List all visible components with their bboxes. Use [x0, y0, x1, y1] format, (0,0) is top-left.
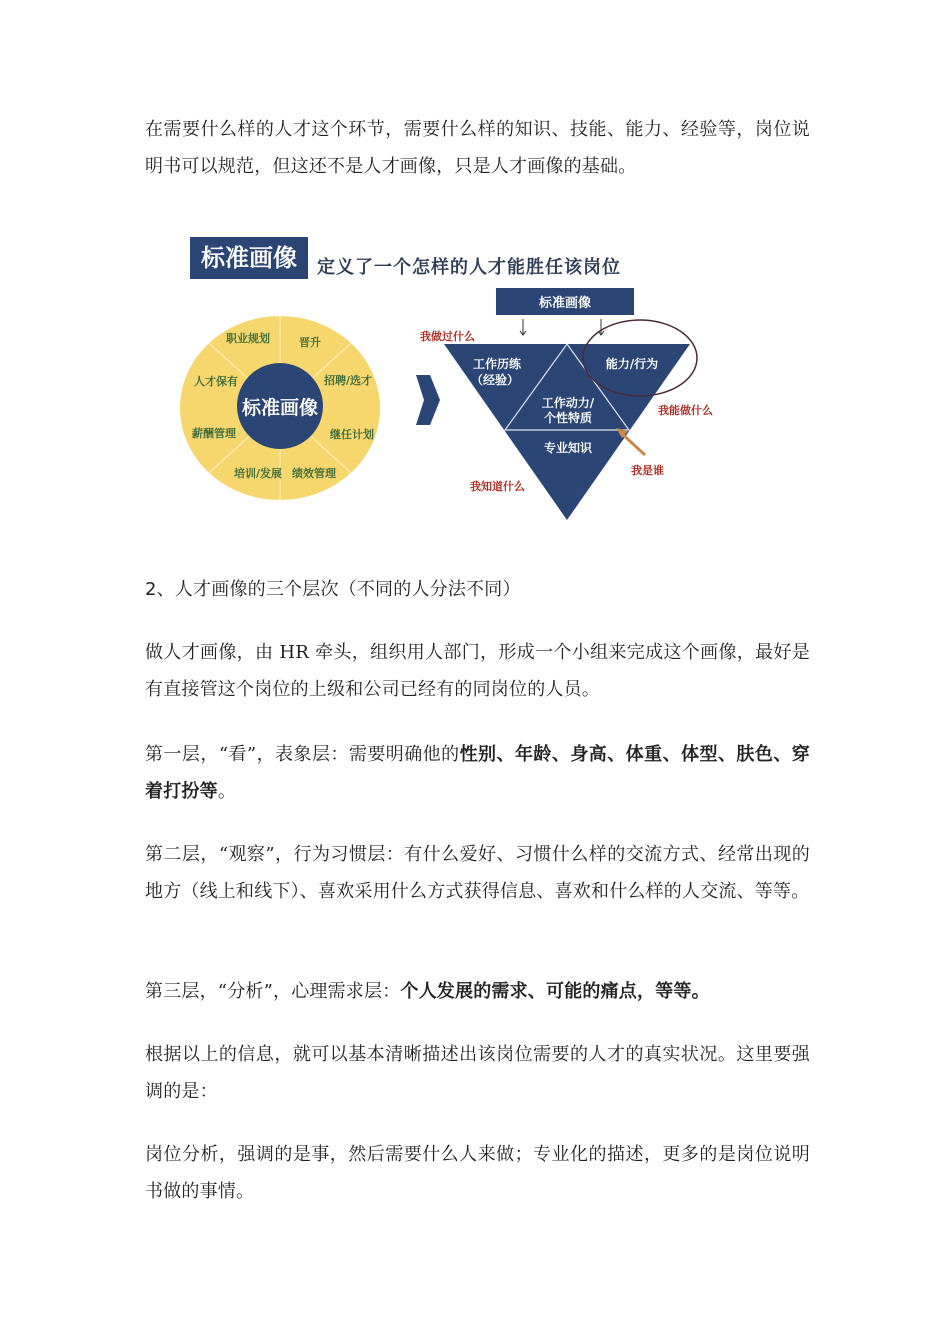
layer-one-text: 第一层，“看”，表象层：需要明确他的 [145, 744, 460, 765]
intro-paragraph: 在需要什么样的人才这个环节，需要什么样的知识、技能、能力、经验等，岗位说明书可以规范，但这还不是人才画像，只是人才画像的基础。 [145, 119, 810, 177]
paragraph-hr-lead: 做人才画像，由 HR 牵头，组织用人部门，形成一个小组来完成这个画像，最好是有直接管这个岗位的上级和公司已经有的同岗位的人员。 [145, 642, 810, 700]
svg-text:专业知识: 专业知识 [543, 441, 593, 455]
paragraph-layer-two: 第二层，“观察”，行为习惯层：有什么爱好、习惯什么样的交流方式、经常出现的地方（线上和线下）、喜欢采用什么方式获得信息、喜欢和什么样的人交流、等等。 [145, 844, 810, 902]
svg-text:能力/行为: 能力/行为 [605, 357, 659, 371]
svg-text:招聘/选才: 招聘/选才 [323, 374, 373, 387]
layer-three-bold: 个人发展的需求、可能的痛点，等等。 [400, 981, 710, 1002]
diagram-title-box: 标准画像 [190, 237, 308, 279]
svg-text:（经验）: （经验） [470, 373, 520, 387]
svg-text:继任计划: 继任计划 [330, 428, 374, 441]
label-can-do: 我能做什么 [658, 404, 713, 417]
paragraph-job-analysis: 岗位分析，强调的是事，然后需要什么人来做；专业化的描述，更多的是岗位说明书做的事情。 [145, 1144, 810, 1202]
wheel-diagram [180, 316, 380, 500]
label-know: 我知道什么 [470, 480, 525, 493]
svg-text:标准画像: 标准画像 [538, 296, 592, 311]
layer-one-end: 。 [217, 781, 237, 802]
svg-text:绩效管理: 绩效管理 [292, 467, 336, 480]
paragraph-layer-one [145, 736, 810, 810]
arrow-icon [416, 375, 440, 425]
svg-text:晋升: 晋升 [299, 336, 321, 349]
svg-text:工作历练: 工作历练 [472, 357, 522, 371]
pyramid-diagram [420, 288, 713, 520]
wheel-center-label: 标准画像 [241, 397, 319, 419]
section-heading: 2、人才画像的三个层次（不同的人分法不同） [145, 579, 521, 600]
svg-text:人才保有: 人才保有 [194, 375, 238, 388]
svg-text:职业规划: 职业规划 [226, 332, 270, 345]
svg-text:薪酬管理: 薪酬管理 [192, 427, 236, 440]
label-did: 我做过什么 [420, 330, 475, 343]
layer-three-text: 第三层，“分析”，心理需求层： [145, 981, 401, 1002]
paragraph-layer-three [145, 973, 810, 1010]
diagram-graphics [140, 225, 770, 530]
paragraph-summary: 根据以上的信息，就可以基本清晰描述出该岗位需要的人才的真实状况。这里要强调的是： [145, 1044, 810, 1102]
svg-text:工作动力/: 工作动力/ [541, 396, 595, 410]
label-who: 我是谁 [631, 464, 664, 477]
svg-text:个性特质: 个性特质 [543, 411, 593, 425]
diagram-subtitle: 定义了一个怎样的人才能胜任该岗位 [317, 257, 621, 278]
talent-portrait-diagram [140, 225, 770, 530]
layer-one-bold: 性别、年龄、身高、体重、体型、肤色、穿着打扮等 [145, 744, 810, 802]
svg-text:培训/发展: 培训/发展 [233, 467, 283, 480]
